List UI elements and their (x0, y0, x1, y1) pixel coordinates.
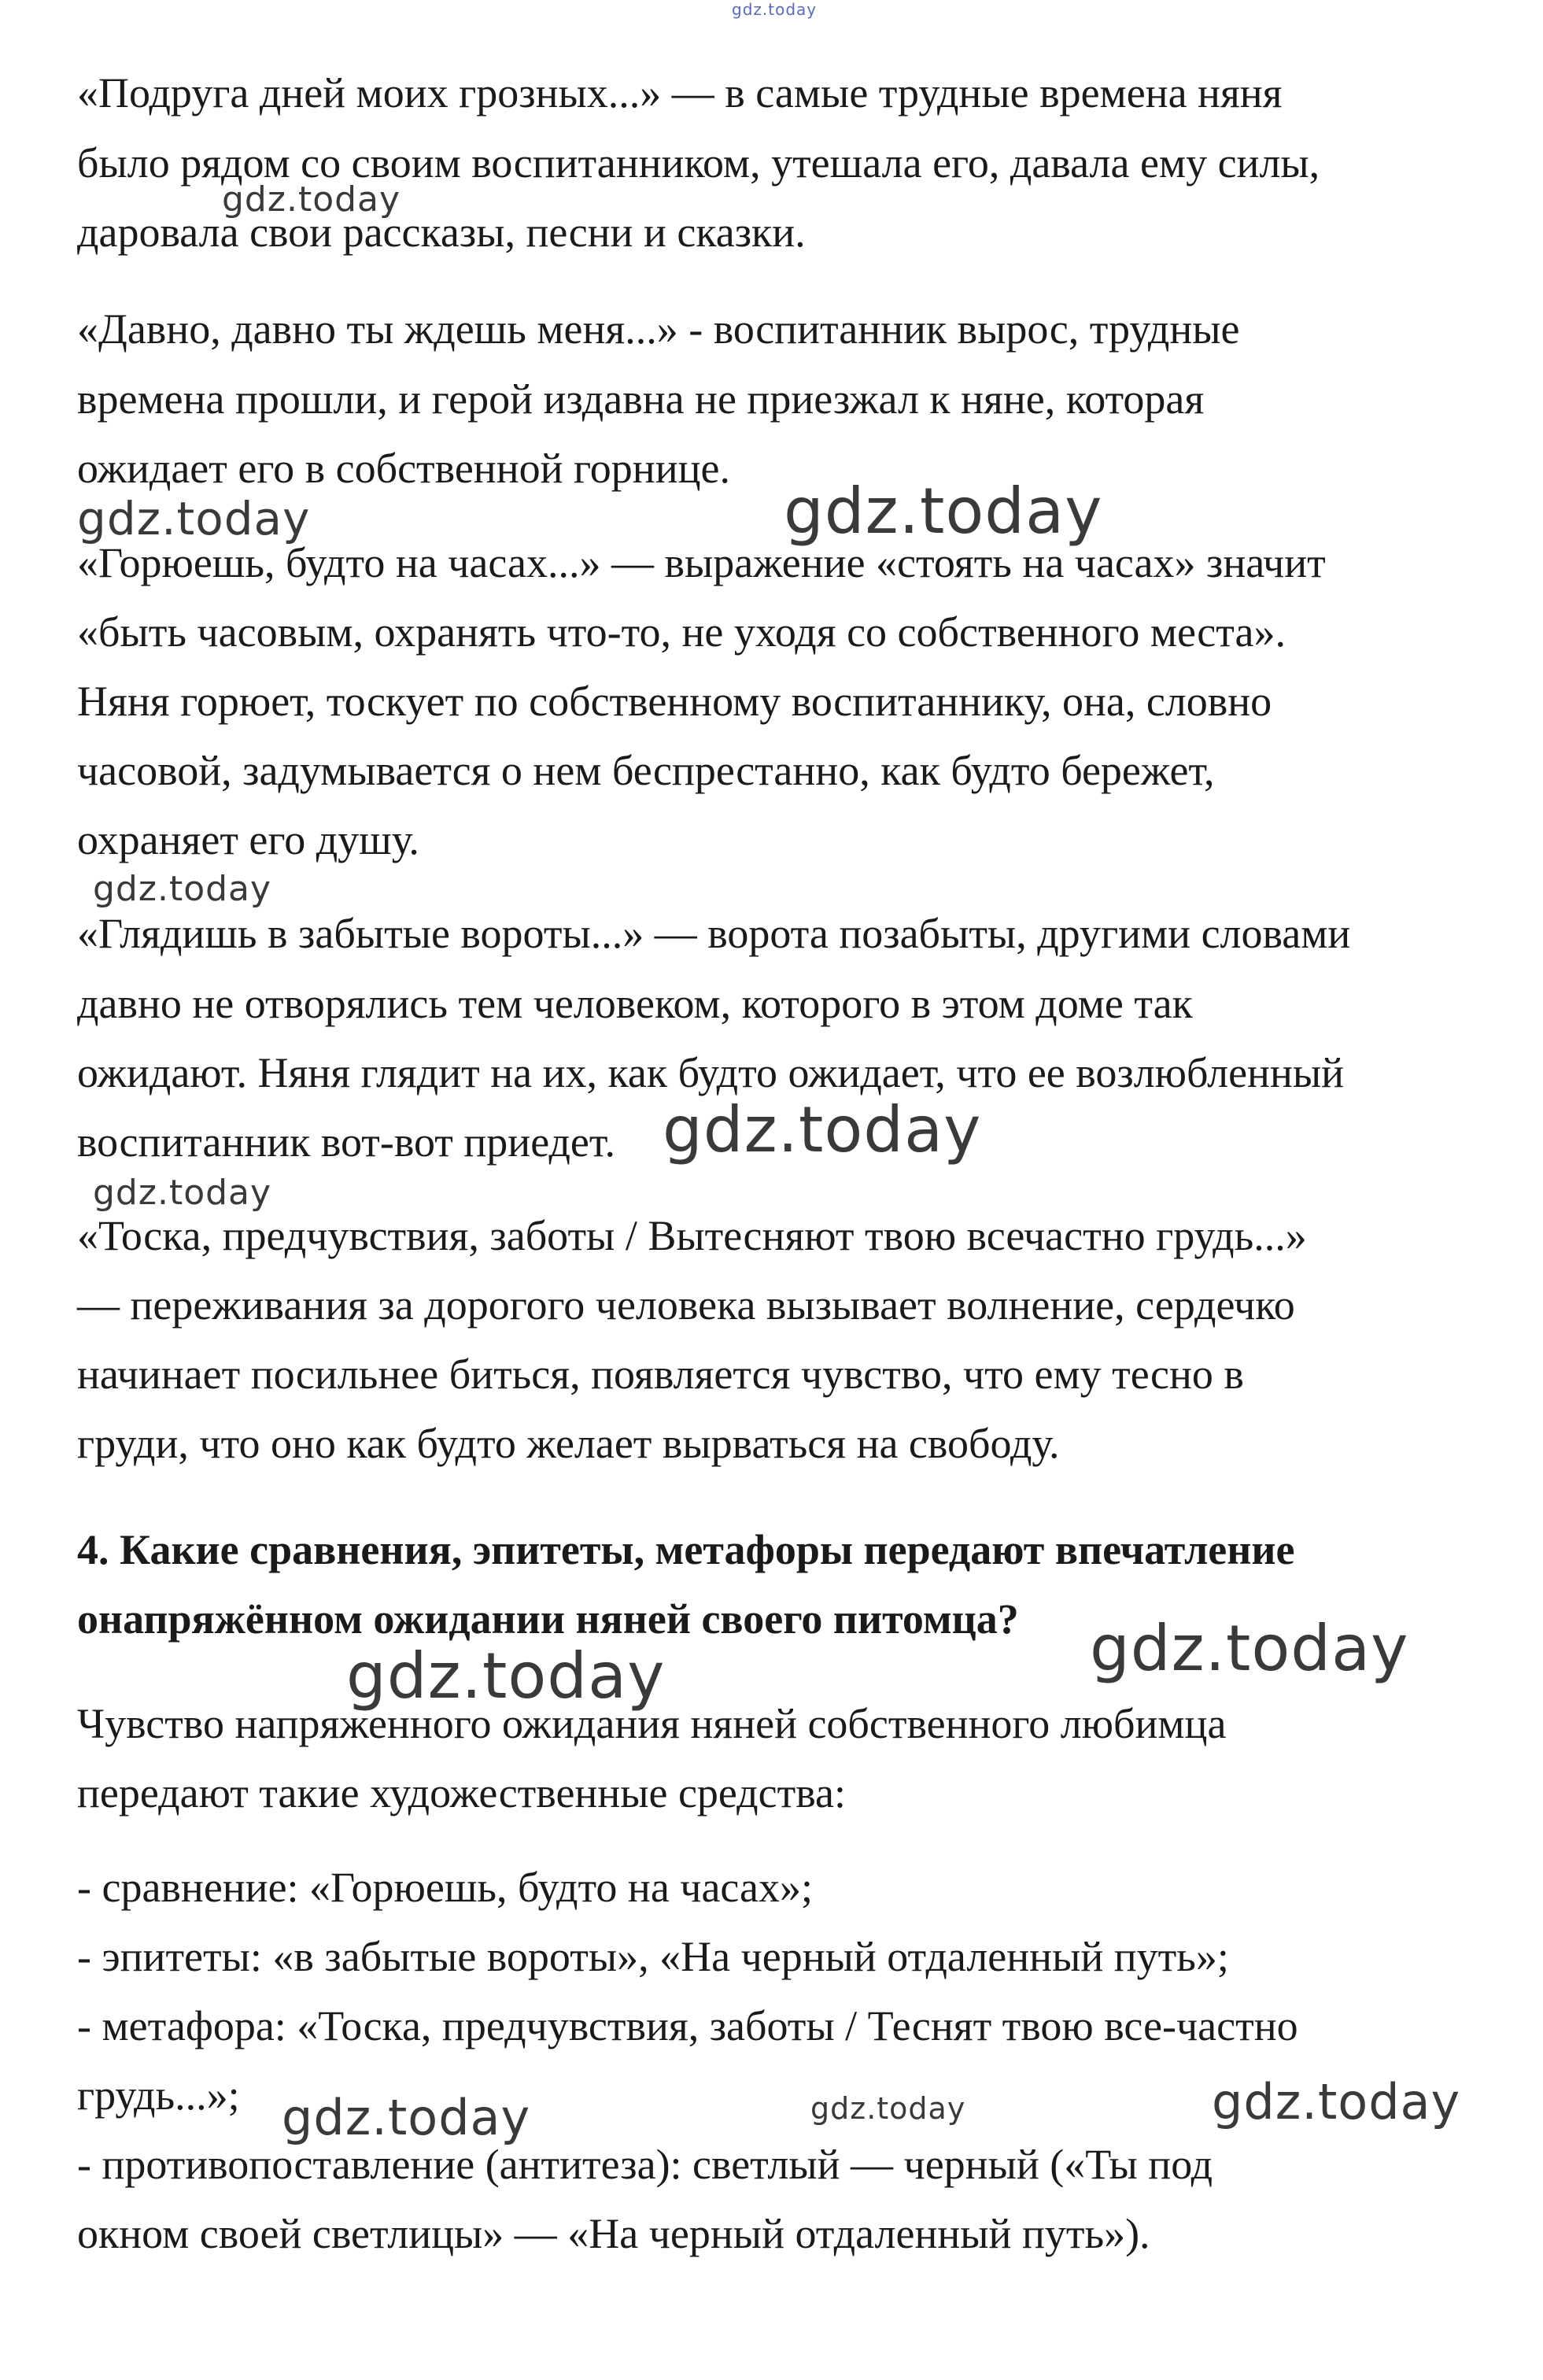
text-line: охраняет его душу. (77, 816, 419, 863)
text-line: Няня горюет, тоскует по собственному воспитаннику, она, словно (77, 678, 1272, 725)
watermark: gdz.today (784, 475, 1103, 548)
list-item: грудь...»; (77, 2071, 240, 2119)
watermark: gdz.today (93, 1173, 272, 1213)
text-line: давно не отворялись тем человеком, которого в этом доме так (77, 980, 1193, 1027)
text-line: груди, что оно как будто желает вырваться на свободу. (77, 1420, 1060, 1467)
text-line: было рядом со своим воспитанником, утешала его, давала ему силы, (77, 139, 1320, 187)
watermark: gdz.today (1090, 1612, 1409, 1685)
watermark: gdz.today (93, 869, 272, 909)
text-line: «Давно, давно ты ждешь меня...» - воспитанник вырос, трудные (77, 305, 1240, 353)
list-item: окном своей светлицы» — «На черный отдаленный путь»). (77, 2210, 1150, 2257)
watermark: gdz.today (77, 492, 311, 545)
watermark: gdz.today (222, 179, 401, 220)
text-line: начинает посильнее биться, появляется чувство, что ему тесно в (77, 1351, 1244, 1398)
text-line: даровала свои рассказы, песни и сказки. (77, 209, 806, 256)
list-item: - противопоставление (антитеза): светлый — черный («Ты под (77, 2141, 1213, 2188)
watermark: gdz.today (663, 1093, 982, 1166)
text-line: — переживания за дорогого человека вызывает волнение, сердечко (77, 1281, 1295, 1329)
watermark: gdz.today (732, 0, 818, 19)
list-item: - эпитеты: «в забытые вороты», «На черный отдаленный путь»; (77, 1933, 1229, 1980)
text-line: ожидает его в собственной горнице. (77, 445, 730, 492)
text-line: «Глядишь в забытые вороты...» — ворота позабыты, другими словами (77, 910, 1351, 957)
watermark: gdz.today (282, 2089, 531, 2146)
question-heading: онапряжённом ожидании няней своего питомца? (77, 1595, 1019, 1643)
question-heading: 4. Какие сравнения, эпитеты, метафоры передают впечатление (77, 1526, 1295, 1573)
text-line: «Подруга дней моих грозных...» — в самые трудные времена няня (77, 69, 1283, 116)
watermark: gdz.today (1212, 2073, 1461, 2131)
text-line: часовой, задумывается о нем беспрестанно, как будто бережет, (77, 747, 1215, 794)
text-line: «Горюешь, будто на часах...» — выражение «стоять на часах» значит (77, 539, 1326, 586)
text-line: «Тоска, предчувствия, заботы / Вытесняют твою всечастно грудь...» (77, 1212, 1307, 1259)
watermark: gdz.today (346, 1639, 666, 1713)
text-line: передают такие художественные средства: (77, 1769, 846, 1816)
list-item: - метафора: «Тоска, предчувствия, заботы / Теснят твою все-частно (77, 2002, 1298, 2049)
text-line: воспитанник вот-вот приедет. (77, 1118, 615, 1166)
text-line: времена прошли, и герой издавна не приезжал к няне, которая (77, 375, 1205, 423)
text-line: ожидают. Няня глядит на их, как будто ожидает, что ее возлюбленный (77, 1049, 1345, 1096)
watermark: gdz.today (810, 2091, 966, 2126)
text-line: «быть часовым, охранять что-то, не уходя со собственного места». (77, 608, 1286, 656)
list-item: - сравнение: «Горюешь, будто на часах»; (77, 1864, 814, 1911)
text-line: Чувство напряженного ожидания няней собственного любимца (77, 1700, 1227, 1747)
